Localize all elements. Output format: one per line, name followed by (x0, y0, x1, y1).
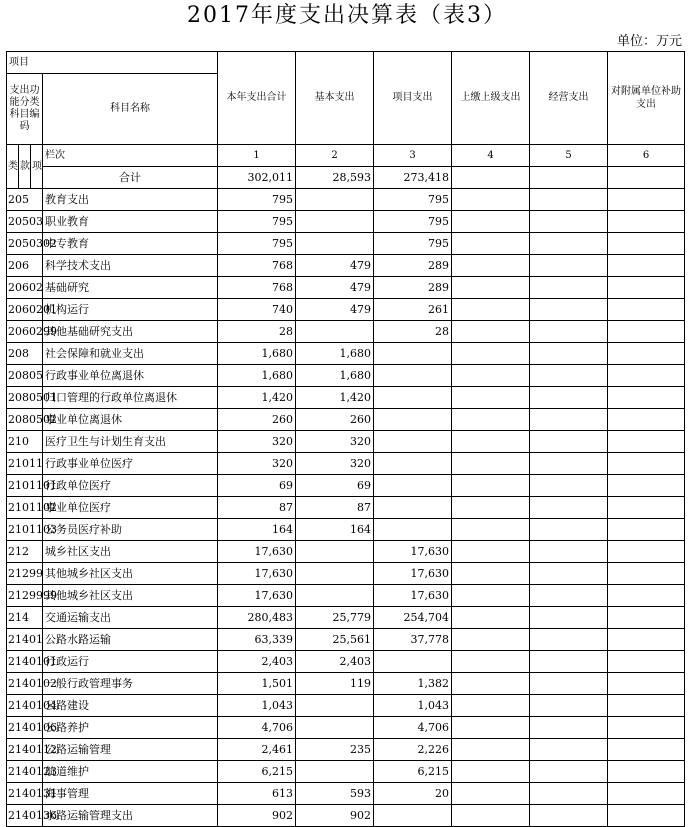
row-value (452, 453, 530, 475)
table-row (7, 321, 685, 343)
row-code: 206 (7, 255, 43, 277)
row-value (296, 695, 374, 717)
lei-header: 类 (7, 145, 19, 189)
row-value (452, 563, 530, 585)
row-value (452, 233, 530, 255)
row-value (530, 387, 608, 409)
row-value: 1,420 (296, 387, 374, 409)
row-code: 2060299 (7, 321, 43, 343)
row-value: 63,339 (218, 629, 296, 651)
row-value (452, 805, 530, 827)
table-row (7, 497, 685, 519)
row-value: 6,215 (374, 761, 452, 783)
row-value: 4,706 (374, 717, 452, 739)
row-value (452, 739, 530, 761)
row-value: 17,630 (218, 541, 296, 563)
row-value: 1,420 (218, 387, 296, 409)
row-value (608, 365, 685, 387)
row-value (452, 321, 530, 343)
row-value (608, 343, 685, 365)
col-num: 4 (452, 145, 530, 167)
row-value (374, 409, 452, 431)
row-value (452, 387, 530, 409)
row-value: 280,483 (218, 607, 296, 629)
row-name: 事业单位医疗 (43, 497, 218, 519)
row-value (530, 299, 608, 321)
row-value (530, 805, 608, 827)
row-value (530, 783, 608, 805)
row-value (608, 431, 685, 453)
row-value (608, 805, 685, 827)
row-value (452, 475, 530, 497)
row-value (374, 431, 452, 453)
row-value (530, 497, 608, 519)
col-header-remit: 上缴上级支出 (452, 52, 530, 145)
total-value: 302,011 (218, 167, 296, 189)
row-value (452, 365, 530, 387)
col-header-total: 本年支出合计 (218, 52, 296, 145)
row-value: 37,778 (374, 629, 452, 651)
row-code: 2101102 (7, 497, 43, 519)
row-value (296, 321, 374, 343)
row-value: 768 (218, 277, 296, 299)
row-name: 其他基础研究支出 (43, 321, 218, 343)
xiang-header: 项 (31, 145, 43, 189)
row-value: 119 (296, 673, 374, 695)
row-value (452, 783, 530, 805)
row-value (452, 585, 530, 607)
row-value (530, 343, 608, 365)
row-value (296, 585, 374, 607)
row-value: 17,630 (374, 585, 452, 607)
row-value (452, 673, 530, 695)
row-value (374, 365, 452, 387)
row-value (608, 783, 685, 805)
row-value (452, 629, 530, 651)
table-row (7, 629, 685, 651)
col-header-subsidy: 对附属单位补助支出 (608, 52, 685, 145)
row-value (452, 299, 530, 321)
row-value: 795 (374, 211, 452, 233)
col-header-basic: 基本支出 (296, 52, 374, 145)
row-name: 归口管理的行政单位离退休 (43, 387, 218, 409)
row-value (296, 541, 374, 563)
row-value: 87 (218, 497, 296, 519)
row-name: 医疗卫生与计划生育支出 (43, 431, 218, 453)
row-value (530, 761, 608, 783)
total-value (452, 167, 530, 189)
table-row (7, 211, 685, 233)
row-name: 海事管理 (43, 783, 218, 805)
row-value (530, 409, 608, 431)
row-code: 2080501 (7, 387, 43, 409)
row-value (530, 607, 608, 629)
row-value (452, 255, 530, 277)
row-value (296, 563, 374, 585)
project-header: 项目 (7, 52, 218, 74)
row-name: 行政事业单位医疗 (43, 453, 218, 475)
row-value (296, 233, 374, 255)
row-value (530, 255, 608, 277)
row-value: 768 (218, 255, 296, 277)
row-name: 航道维护 (43, 761, 218, 783)
row-value: 1,680 (296, 365, 374, 387)
row-name: 科学技术支出 (43, 255, 218, 277)
row-name: 公路养护 (43, 717, 218, 739)
col-num: 3 (374, 145, 452, 167)
row-value: 320 (296, 431, 374, 453)
row-value (608, 453, 685, 475)
row-code: 2129999 (7, 585, 43, 607)
table-row (7, 255, 685, 277)
row-value (608, 717, 685, 739)
row-code: 2080502 (7, 409, 43, 431)
row-code: 21011 (7, 453, 43, 475)
row-value (608, 321, 685, 343)
table-row (7, 585, 685, 607)
row-value (530, 739, 608, 761)
row-value (608, 695, 685, 717)
total-value: 273,418 (374, 167, 452, 189)
row-value (452, 343, 530, 365)
row-name: 事业单位离退休 (43, 409, 218, 431)
row-value (530, 673, 608, 695)
row-value (530, 629, 608, 651)
row-value (452, 519, 530, 541)
row-value (296, 211, 374, 233)
row-value (452, 607, 530, 629)
row-value: 28 (374, 321, 452, 343)
row-value (530, 365, 608, 387)
row-value: 2,403 (218, 651, 296, 673)
row-code: 214 (7, 607, 43, 629)
row-value (608, 563, 685, 585)
row-value (452, 431, 530, 453)
table-row (7, 299, 685, 321)
row-value (374, 453, 452, 475)
col-header-project: 项目支出 (374, 52, 452, 145)
row-value: 20 (374, 783, 452, 805)
row-value: 6,215 (218, 761, 296, 783)
row-name: 公路水路运输 (43, 629, 218, 651)
col-num: 5 (530, 145, 608, 167)
row-value: 17,630 (218, 585, 296, 607)
col-num: 6 (608, 145, 685, 167)
table-row (7, 409, 685, 431)
row-name: 交通运输支出 (43, 607, 218, 629)
table-row (7, 277, 685, 299)
row-value (608, 299, 685, 321)
row-value: 289 (374, 255, 452, 277)
row-value (530, 519, 608, 541)
table-row (7, 431, 685, 453)
row-value (608, 519, 685, 541)
row-value: 593 (296, 783, 374, 805)
row-value: 289 (374, 277, 452, 299)
table-row (7, 453, 685, 475)
row-value: 25,561 (296, 629, 374, 651)
row-code: 2140112 (7, 739, 43, 761)
row-name: 水路运输管理支出 (43, 805, 218, 827)
row-value: 795 (218, 211, 296, 233)
row-code: 2140123 (7, 761, 43, 783)
row-name: 一般行政管理事务 (43, 673, 218, 695)
table-row (7, 673, 685, 695)
table-row (7, 761, 685, 783)
row-name: 其他城乡社区支出 (43, 585, 218, 607)
row-value: 1,680 (218, 343, 296, 365)
row-value: 613 (218, 783, 296, 805)
row-value (608, 739, 685, 761)
row-value (530, 189, 608, 211)
row-code: 2060201 (7, 299, 43, 321)
row-value (608, 629, 685, 651)
row-value: 795 (218, 189, 296, 211)
row-value: 479 (296, 299, 374, 321)
row-name: 其他城乡社区支出 (43, 563, 218, 585)
row-code: 210 (7, 431, 43, 453)
page-title: 2017年度支出决算表（表3） (187, 3, 507, 28)
row-code: 2140104 (7, 695, 43, 717)
row-code: 2050302 (7, 233, 43, 255)
row-value (608, 409, 685, 431)
row-value: 17,630 (374, 563, 452, 585)
row-value (530, 321, 608, 343)
row-value: 260 (296, 409, 374, 431)
row-value (452, 189, 530, 211)
row-value (374, 651, 452, 673)
lanci-label: 栏次 (43, 145, 218, 167)
row-value: 254,704 (374, 607, 452, 629)
row-value (452, 761, 530, 783)
row-code: 2101101 (7, 475, 43, 497)
row-code: 20602 (7, 277, 43, 299)
row-value (374, 387, 452, 409)
row-value (374, 343, 452, 365)
row-value: 261 (374, 299, 452, 321)
row-value: 17,630 (374, 541, 452, 563)
col-header-business: 经营支出 (530, 52, 608, 145)
row-value: 795 (374, 189, 452, 211)
row-name: 公路运输管理 (43, 739, 218, 761)
unit-label: 单位：万元 (616, 34, 682, 49)
row-value: 1,680 (218, 365, 296, 387)
table-row (7, 717, 685, 739)
row-value (374, 519, 452, 541)
col-num: 2 (296, 145, 374, 167)
row-value: 320 (296, 453, 374, 475)
row-value: 2,461 (218, 739, 296, 761)
row-value: 740 (218, 299, 296, 321)
row-value: 1,501 (218, 673, 296, 695)
row-value: 902 (218, 805, 296, 827)
row-value (530, 585, 608, 607)
row-value (608, 541, 685, 563)
row-value (452, 651, 530, 673)
row-value (608, 211, 685, 233)
row-value: 28 (218, 321, 296, 343)
row-value (608, 277, 685, 299)
row-value: 1,382 (374, 673, 452, 695)
row-value (530, 277, 608, 299)
row-value (608, 255, 685, 277)
row-value (608, 607, 685, 629)
row-value (530, 563, 608, 585)
table-row (7, 541, 685, 563)
row-name: 公务员医疗补助 (43, 519, 218, 541)
row-name: 中专教育 (43, 233, 218, 255)
row-name: 行政运行 (43, 651, 218, 673)
table-row (7, 783, 685, 805)
code-header: 支出功能分类科目编码 (7, 74, 43, 145)
row-code: 205 (7, 189, 43, 211)
row-name: 职业教育 (43, 211, 218, 233)
row-value (296, 717, 374, 739)
row-value: 2,403 (296, 651, 374, 673)
row-value: 164 (296, 519, 374, 541)
row-value (374, 497, 452, 519)
row-name: 社会保障和就业支出 (43, 343, 218, 365)
row-code: 2140131 (7, 783, 43, 805)
row-name: 城乡社区支出 (43, 541, 218, 563)
table-row (7, 233, 685, 255)
table-row (7, 739, 685, 761)
row-value (530, 717, 608, 739)
row-value: 1,680 (296, 343, 374, 365)
row-value: 2,226 (374, 739, 452, 761)
row-value: 235 (296, 739, 374, 761)
total-value (530, 167, 608, 189)
row-value (530, 541, 608, 563)
row-value (608, 673, 685, 695)
row-name: 行政单位医疗 (43, 475, 218, 497)
row-value (608, 387, 685, 409)
row-name: 基础研究 (43, 277, 218, 299)
table-row (7, 387, 685, 409)
row-value (530, 651, 608, 673)
row-value (296, 761, 374, 783)
row-value (452, 717, 530, 739)
row-value (608, 585, 685, 607)
row-value: 25,779 (296, 607, 374, 629)
row-value: 164 (218, 519, 296, 541)
row-value (452, 409, 530, 431)
table-row (7, 365, 685, 387)
row-value (608, 233, 685, 255)
row-value (452, 497, 530, 519)
row-value (374, 805, 452, 827)
table-row (7, 189, 685, 211)
row-code: 212 (7, 541, 43, 563)
row-value (530, 431, 608, 453)
row-code: 21401 (7, 629, 43, 651)
row-value: 1,043 (374, 695, 452, 717)
row-name: 公路建设 (43, 695, 218, 717)
name-header: 科目名称 (43, 74, 218, 145)
row-value (530, 475, 608, 497)
row-value (452, 695, 530, 717)
row-value: 69 (296, 475, 374, 497)
total-label: 合计 (43, 167, 218, 189)
row-code: 2140106 (7, 717, 43, 739)
table-row (7, 475, 685, 497)
table-row (7, 651, 685, 673)
row-code: 20503 (7, 211, 43, 233)
row-value: 479 (296, 255, 374, 277)
row-name: 机构运行 (43, 299, 218, 321)
row-value (452, 277, 530, 299)
row-value (608, 189, 685, 211)
row-value (374, 475, 452, 497)
kuan-header: 款 (19, 145, 31, 189)
table-row (7, 805, 685, 827)
row-value (452, 541, 530, 563)
row-value: 320 (218, 453, 296, 475)
row-value (608, 761, 685, 783)
row-code: 2101103 (7, 519, 43, 541)
col-num: 1 (218, 145, 296, 167)
row-value (530, 695, 608, 717)
row-value (530, 233, 608, 255)
row-code: 20805 (7, 365, 43, 387)
row-code: 2140136 (7, 805, 43, 827)
row-value: 320 (218, 431, 296, 453)
table-row (7, 695, 685, 717)
row-value: 260 (218, 409, 296, 431)
total-value: 28,593 (296, 167, 374, 189)
row-value (530, 453, 608, 475)
row-value: 795 (218, 233, 296, 255)
row-value (608, 497, 685, 519)
row-code: 2140102 (7, 673, 43, 695)
row-value (452, 211, 530, 233)
row-value: 795 (374, 233, 452, 255)
row-value (608, 651, 685, 673)
row-value: 1,043 (218, 695, 296, 717)
row-value: 479 (296, 277, 374, 299)
row-code: 21299 (7, 563, 43, 585)
row-name: 教育支出 (43, 189, 218, 211)
row-value: 4,706 (218, 717, 296, 739)
row-value: 87 (296, 497, 374, 519)
row-name: 行政事业单位离退休 (43, 365, 218, 387)
row-code: 2140101 (7, 651, 43, 673)
table-row (7, 519, 685, 541)
row-value (530, 211, 608, 233)
expenditure-table (6, 51, 685, 827)
total-value (608, 167, 685, 189)
row-value (608, 475, 685, 497)
row-value: 69 (218, 475, 296, 497)
row-code: 208 (7, 343, 43, 365)
table-row (7, 563, 685, 585)
table-row (7, 607, 685, 629)
row-value: 17,630 (218, 563, 296, 585)
row-value (296, 189, 374, 211)
row-value: 902 (296, 805, 374, 827)
table-row (7, 343, 685, 365)
